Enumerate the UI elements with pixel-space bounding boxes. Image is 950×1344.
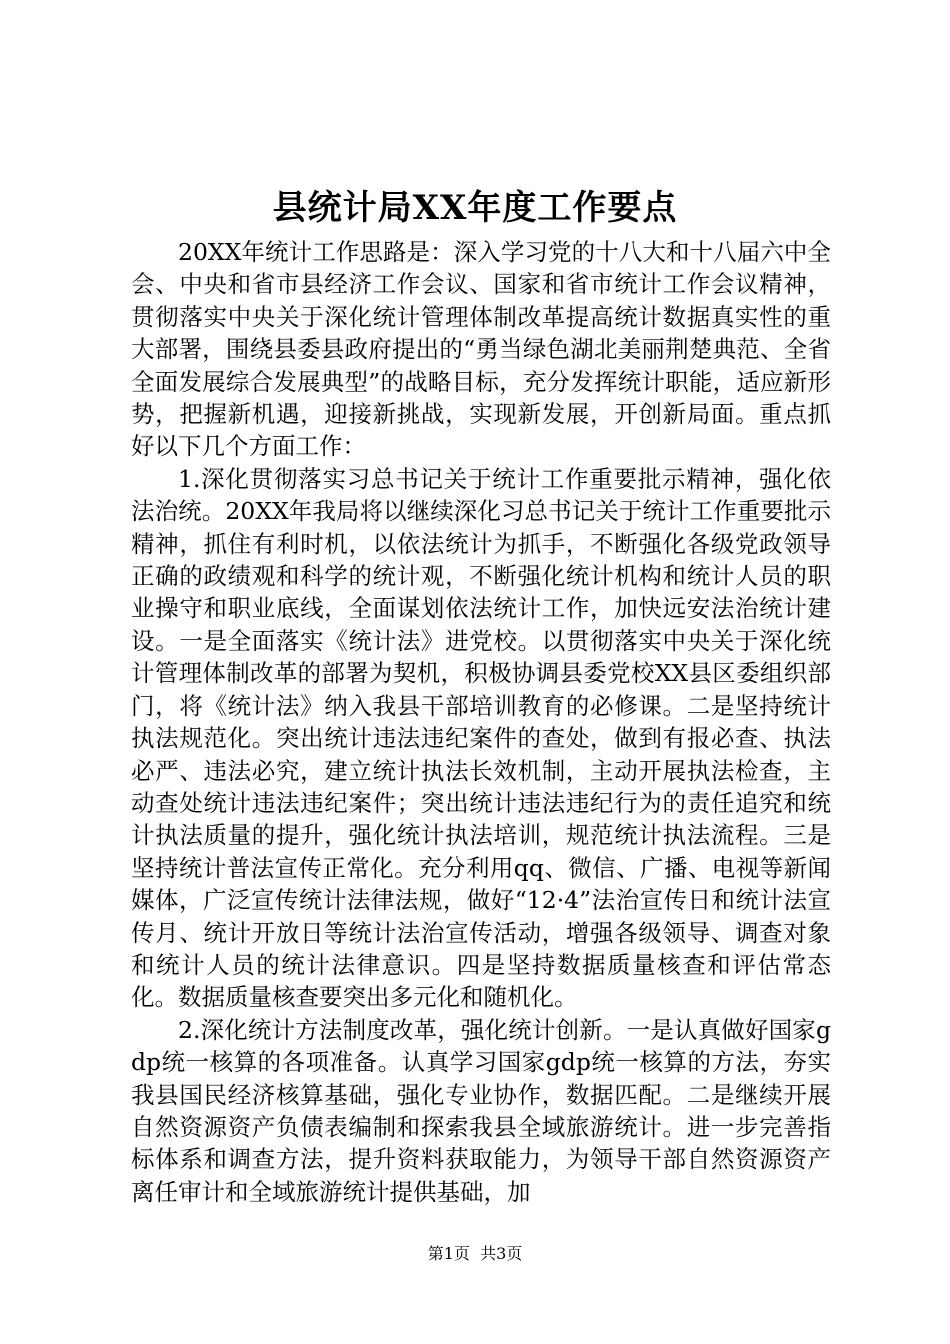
paragraph-intro: 20XX年统计工作思路是：深入学习党的十八大和十八届六中全会、中央和省市县经济工作会议、国家和省市统计工作会议精神，贯彻落实中央关于深化统计管理体制改革提高统计数据真实性的重大部署，围绕县委县政府提出的“勇当绿色湖北美丽荆楚典范、全省全面发展综合发展典型”的战略目标，充分发挥统计职能，适应新形势，把握新机遇，迎接新挑战，实现新发展，开创新局面。重点抓好以下几个方面工作： — [131, 238, 831, 461]
paragraph-section-1: 1.深化贯彻落实习总书记关于统计工作重要批示精神，强化依法治统。20XX年我局将以继续深化习总书记关于统计工作重要批示精神，抓住有利时机，以依法统计为抓手，不断强化各级党政领导正确的政绩观和科学的统计观，不断强化统计机构和统计人员的职业操守和职业底线，全面谋划依法统计工作，加快远安法治统计建设。一是全面落实《统计法》进党校。以贯彻落实中央关于深化统计管理体制改革的部署为契机，积极协调县委党校XX县区委组织部门，将《统计法》纳入我县干部培训教育的必修课。二是坚持统计执法规范化。突出统计违法违纪案件的查处，做到有报必查、执法必严、违法必究，建立统计执法长效机制，主动开展执法检查，主动查处统计违法违纪案件；突出统计违法违纪行为的责任追究和统计执法质量的提升，强化统计执法培训，规范统计执法流程。三是坚持统计普法宣传正常化。充分利用qq、微信、广播、电视等新闻媒体，广泛宣传统计法律法规，做好“12·4”法治宣传日和统计法宣传月、统计开放日等统计法治宣传活动，增强各级领导、调查对象和统计人员的统计法律意识。四是坚持数据质量核查和评估常态化。数据质量核查要突出多元化和随机化。 — [131, 464, 831, 1012]
page-number-footer: 第1页 共3页 — [427, 1244, 523, 1263]
paragraph-section-2: 2.深化统计方法制度改革，强化统计创新。一是认真做好国家gdp统一核算的各项准备。认真学习国家gdp统一核算的方法，夯实我县国民经济核算基础，强化专业协作，数据匹配。二是继续开展自然资源资产负债表编制和探索我县全域旅游统计。进一步完善指标体系和调查方法，提升资料获取能力，为领导干部自然资源资产离任审计和全域旅游统计提供基础，加 — [131, 1015, 831, 1206]
document-body — [131, 236, 831, 1208]
document-title: 县统计局XX年度工作要点 — [272, 188, 678, 228]
